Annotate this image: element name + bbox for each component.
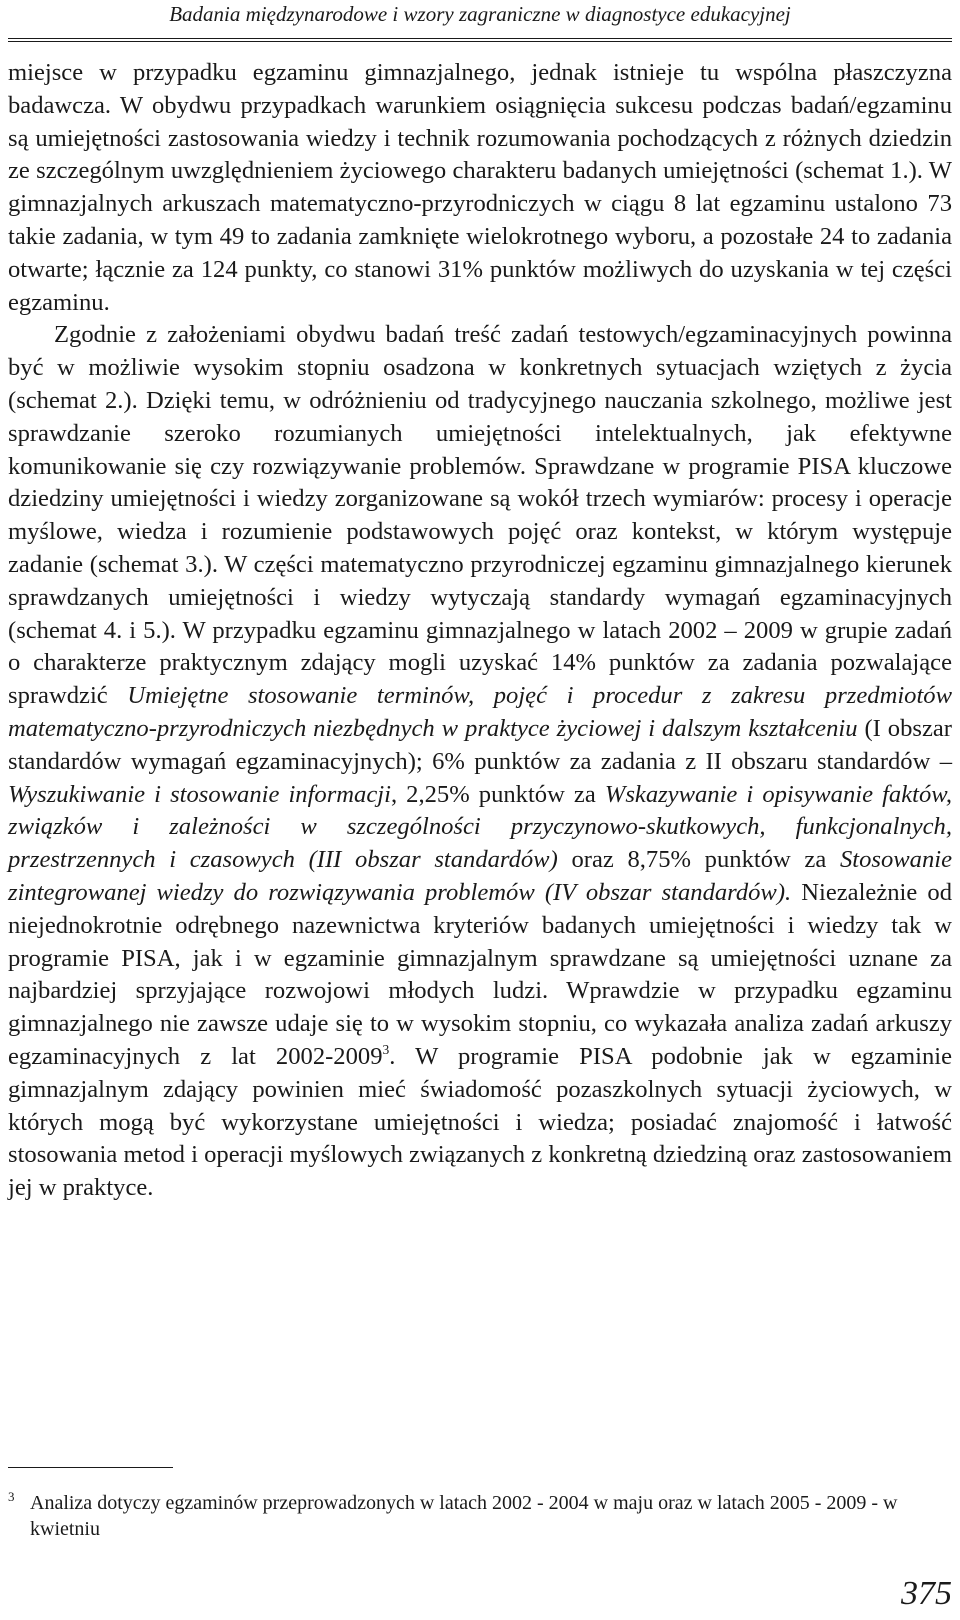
paragraph-1: miejsce w przypadku egzaminu gimnazjalnego, jednak istnieje tu wspólna płaszczyzna badawcza. W obydwu przypadkach warunkiem osiągnięcia sukcesu podczas badań/egzaminu są umiejętności zastosowania wiedzy i technik rozumowania pochodzących z różnych dziedzin ze szczególnym uwzględnieniem życiowego charakteru badanych umiejętności (schemat 1.). W gimnazjalnych arkuszach matematyczno-przyrodniczych w ciągu 8 lat egzaminu ustalono 73 takie zadania, w tym 49 to zadania zamknięte wielokrotnego wyboru, a pozostałe 24 to zadania otwarte; łącznie za 124 punkty, co stanowi 31% punktów możliwych do uzyskania w tej części egzaminu. bbox=[8, 59, 952, 316]
paragraph-2-italic-4: Stosowanie zintegrowanej wiedzy do rozwiązywania problemów (IV obszar standardów). bbox=[8, 846, 952, 906]
paragraph-2-italic-1: Umiejętne stosowanie terminów, pojęć i procedur z zakresu przedmiotów matematyczno-przyrodniczych niezbędnych w praktyce życiowej i dalszym kształceniu bbox=[8, 682, 952, 742]
paragraph-2-text-5: Niezależnie od niejednokrotnie odrębnego nazewnictwa kryteriów badanych umiejętności i wiedzy tak w programie PISA, jak i w egzaminie gimnazjalnym sprawdzane są umiejętności uznane za najbardziej sprzyjające rozwojowi młodych ludzi. Wprawdzie w przypadku egzaminu gimnazjalnego nie zawsze udaje się to w wysokim stopniu, co wykazała analiza zadań arkuszy egzaminacyjnych z lat 2002-2009 bbox=[8, 878, 952, 1070]
paragraph-2-text-4: oraz 8,75% punktów za bbox=[557, 846, 840, 874]
footnote bbox=[8, 1490, 952, 1542]
page-number: 375 bbox=[901, 1575, 952, 1612]
paragraph-2-italic-3: Wskazywanie i opisywanie faktów, związków i zależności w szczególności przyczynowo-skutkowych, funkcjonalnych, przestrzennych i czasowych (III obszar standardów) bbox=[8, 780, 952, 874]
paragraph-2-italic-2: Wyszukiwanie i stosowanie informacji bbox=[8, 780, 391, 808]
footnote-rule bbox=[8, 1467, 173, 1468]
paragraph-2 bbox=[8, 319, 952, 1205]
footnote-text: Analiza dotyczy egzaminów przeprowadzonych w latach 2002 - 2004 w maju oraz w latach 2005 - 2009 - w kwietniu bbox=[30, 1492, 898, 1540]
paragraph-2-text-3: , 2,25% punktów za bbox=[390, 780, 605, 808]
paragraph-2-text-1: Zgodnie z założeniami obydwu badań treść zadań testowych/egzaminacyjnych powinna być w możliwie wysokim stopniu osadzona w konkretnych sytuacjach wziętych z życia (schemat 2.). Dzięki temu, w odróżnieniu od tradycyjnego nauczania szkolnego, możliwe jest sprawdzanie szeroko rozumianych umiejętności intelektualnych, jak efektywne komunikowanie się czy rozwiązywanie problemów. Sprawdzane w programie PISA kluczowe dziedziny umiejętności i wiedzy zorganizowane są wokół trzech wymiarów: procesy i operacje myślowe, wiedza i rozumienie podstawowych pojęć oraz kontekst, w którym występuje zadanie (schemat 3.). W części matematyczno przyrodniczej egzaminu gimnazjalnego kierunek sprawdzanych umiejętności i wiedzy wytyczają standardy wymagań egzaminacyjnych (schemat 4. i 5.). W przypadku egzaminu gimnazjalnego w latach 2002 – 2009 w grupie zadań o charakterze praktycznym zdający mogli uzyskać 14% punktów za zadania pozwalające sprawdzić bbox=[8, 321, 952, 710]
paragraph-2-text-6: . W programie PISA podobnie jak w egzaminie gimnazjalnym zdający powinien mieć świadomość pozaszkolnych sytuacji życiowych, w których mogą być wykorzystane umiejętności i wiedza; posiadać znajomość i łatwość stosowania metod i operacji myślowych związanych z konkretną dziedziną oraz zastosowaniem jej w praktyce. bbox=[8, 1042, 952, 1202]
footnote-marker: 3 bbox=[8, 1489, 15, 1504]
body-text bbox=[8, 57, 952, 1205]
running-header: Badania międzynarodowe i wzory zagraniczne w diagnostyce edukacyjnej bbox=[169, 2, 791, 26]
paragraph-2-text-2: (I obszar standardów wymagań egzaminacyjnych); 6% punktów za zadania z II obszaru standardów – bbox=[8, 714, 952, 775]
footnote-reference[interactable]: 3 bbox=[382, 1041, 390, 1057]
header-rule bbox=[8, 38, 952, 42]
